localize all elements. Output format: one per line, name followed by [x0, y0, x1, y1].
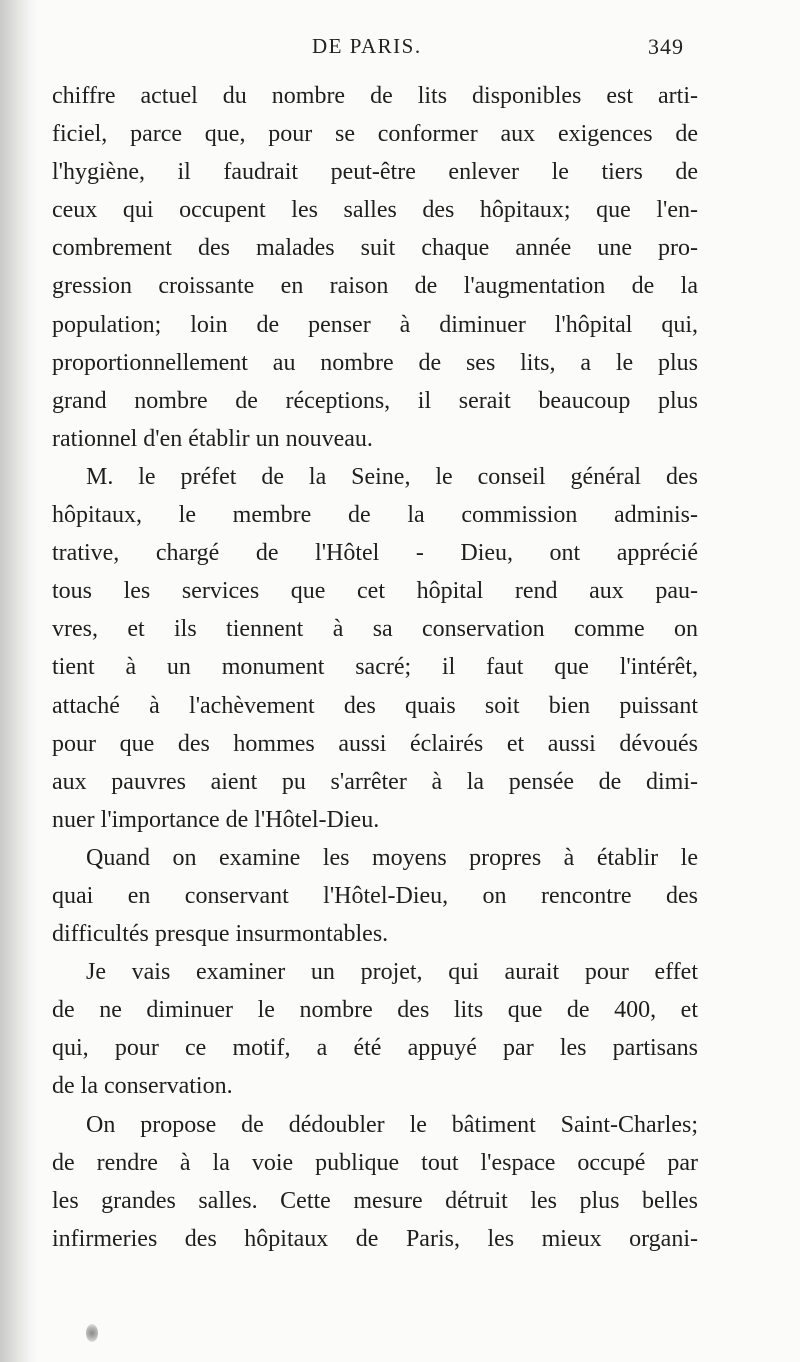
page-number: 349	[648, 34, 684, 59]
page-header	[0, 30, 800, 70]
text-line: population; loin de penser à diminuer l'hôpital qui,	[52, 311, 698, 338]
text-line: l'hygiène, il faudrait peut-être enlever le tiers de	[52, 159, 698, 186]
text-line: On propose de dédoubler le bâtiment Saint-Charles;	[86, 1111, 698, 1138]
running-head: DE PARIS.	[312, 34, 422, 58]
text-line: Quand on examine les moyens propres à établir le	[86, 844, 698, 871]
text-line: Je vais examiner un projet, qui aurait pour effet	[86, 959, 698, 986]
text-line: nuer l'importance de l'Hôtel-Dieu.	[52, 806, 380, 833]
text-line: quai en conservant l'Hôtel-Dieu, on rencontre des	[52, 882, 698, 909]
text-line: trative, chargé de l'Hôtel - Dieu, ont apprécié	[52, 540, 698, 567]
text-line: aux pauvres aient pu s'arrêter à la pensée de dimi-	[52, 768, 698, 795]
text-line: tient à un monument sacré; il faut que l'intérêt,	[52, 654, 698, 681]
text-line: grand nombre de réceptions, il serait beaucoup plus	[52, 387, 698, 414]
text-line: de rendre à la voie publique tout l'espace occupé par	[52, 1149, 698, 1176]
text-line: M. le préfet de la Seine, le conseil général des	[86, 463, 698, 490]
text-line: tous les services que cet hôpital rend aux pau-	[52, 578, 698, 605]
ink-smudge	[86, 1324, 98, 1342]
text-line: hôpitaux, le membre de la commission adminis-	[52, 502, 698, 529]
text-line: gression croissante en raison de l'augmentation de la	[52, 273, 698, 300]
text-line: infirmeries des hôpitaux de Paris, les mieux organi-	[52, 1225, 698, 1252]
text-line: combrement des malades suit chaque année une pro-	[52, 235, 698, 262]
text-line: attaché à l'achèvement des quais soit bien puissant	[52, 692, 698, 719]
page-gutter-shadow	[0, 0, 38, 1362]
body-text	[52, 77, 698, 1258]
text-line: rationnel d'en établir un nouveau.	[52, 425, 373, 452]
text-line: de la conservation.	[52, 1073, 233, 1100]
text-line: ceux qui occupent les salles des hôpitaux; que l'en-	[52, 197, 698, 224]
text-line: de ne diminuer le nombre des lits que de 400, et	[52, 997, 698, 1024]
text-line: difficultés presque insurmontables.	[52, 921, 389, 948]
text-line: vres, et ils tiennent à sa conservation comme on	[52, 616, 698, 643]
text-line: ficiel, parce que, pour se conformer aux exigences de	[52, 121, 698, 148]
text-line: les grandes salles. Cette mesure détruit les plus belles	[52, 1187, 698, 1214]
text-line: pour que des hommes aussi éclairés et aussi dévoués	[52, 730, 698, 757]
text-line: proportionnellement au nombre de ses lits, a le plus	[52, 349, 698, 376]
text-line: chiffre actuel du nombre de lits disponibles est arti-	[52, 83, 698, 109]
text-line: qui, pour ce motif, a été appuyé par les partisans	[52, 1035, 698, 1062]
